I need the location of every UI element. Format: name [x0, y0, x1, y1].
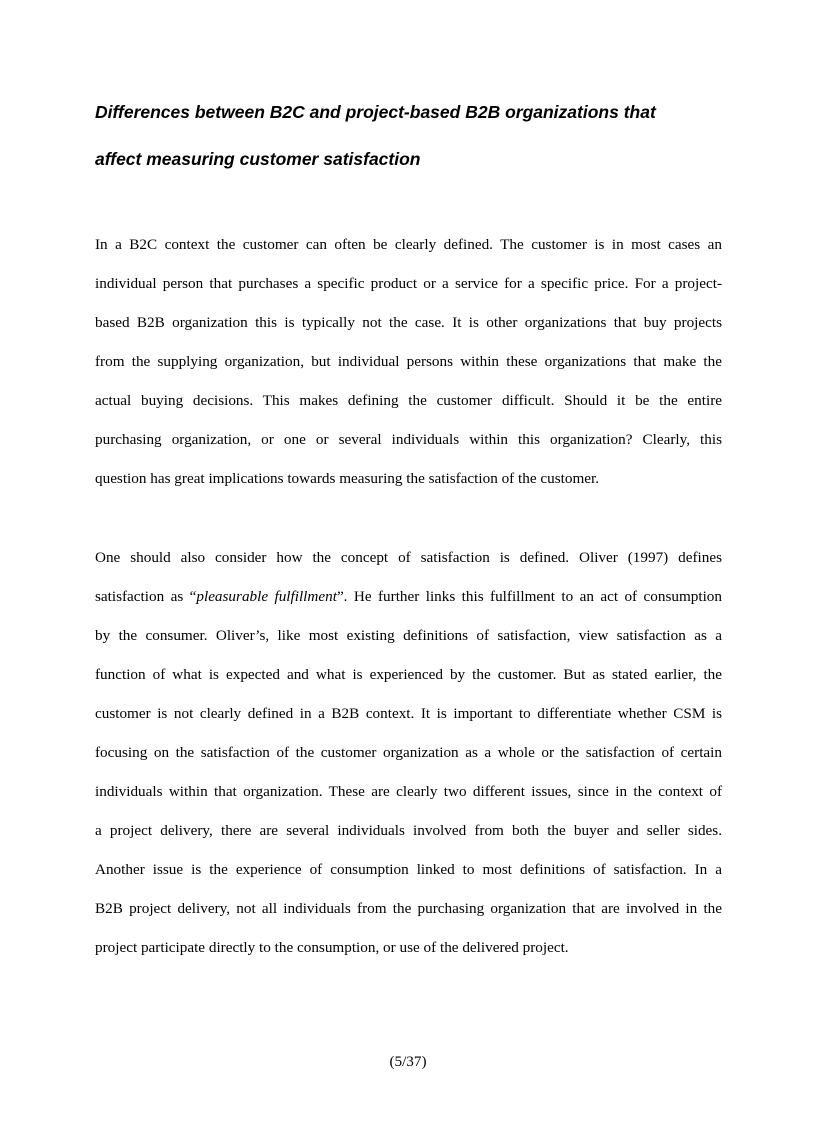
paragraph-satisfaction-concept: [95, 538, 722, 967]
text-segment: ”. He further links this fulfillment to an act of consumption: [336, 588, 722, 605]
section-heading-line: affect measuring customer satisfaction: [95, 149, 421, 169]
section-heading: [95, 89, 735, 183]
text-line: purchasing organization, or one or several individuals within this organization? Clearly, this: [95, 431, 722, 448]
text-line: a project delivery, there are several individuals involved from both the buyer and seller sides.: [95, 822, 722, 839]
page-number: (5/37): [389, 1053, 427, 1070]
text-line: project participate directly to the consumption, or use of the delivered project.: [95, 939, 569, 956]
text-line: based B2B organization this is typically not the case. It is other organizations that buy projects: [95, 314, 722, 331]
text-line: Another issue is the experience of consumption linked to most definitions of satisfaction. In a: [95, 861, 722, 878]
text-line: B2B project delivery, not all individuals from the purchasing organization that are involved in the: [95, 900, 722, 917]
text-line: customer is not clearly defined in a B2B context. It is important to differentiate whether CSM is: [95, 705, 722, 722]
text-line: function of what is expected and what is experienced by the customer. But as stated earlier, the: [95, 666, 722, 683]
text-line-with-quote: [95, 577, 722, 616]
text-line: individual person that purchases a specific product or a service for a specific price. For a project-: [95, 275, 722, 292]
text-line: actual buying decisions. This makes defining the customer difficult. Should it be the entire: [95, 392, 722, 409]
quoted-term: pleasurable fulfillment: [196, 588, 337, 605]
text-line: In a B2C context the customer can often be clearly defined. The customer is in most cases an: [95, 236, 722, 253]
text-line: focusing on the satisfaction of the customer organization as a whole or the satisfaction of certain: [95, 744, 722, 761]
paragraph-customer-definition: [95, 225, 722, 498]
text-line: by the consumer. Oliver’s, like most existing definitions of satisfaction, view satisfaction as a: [95, 627, 722, 644]
text-segment: satisfaction as “: [95, 588, 197, 605]
section-heading-line: Differences between B2C and project-based B2B organizations that: [95, 102, 656, 122]
text-line: One should also consider how the concept of satisfaction is defined. Oliver (1997) defines: [95, 549, 722, 566]
text-line: individuals within that organization. These are clearly two different issues, since in the context of: [95, 783, 722, 800]
text-line: question has great implications towards measuring the satisfaction of the customer.: [95, 470, 600, 487]
text-line: from the supplying organization, but individual persons within these organizations that make the: [95, 353, 722, 370]
